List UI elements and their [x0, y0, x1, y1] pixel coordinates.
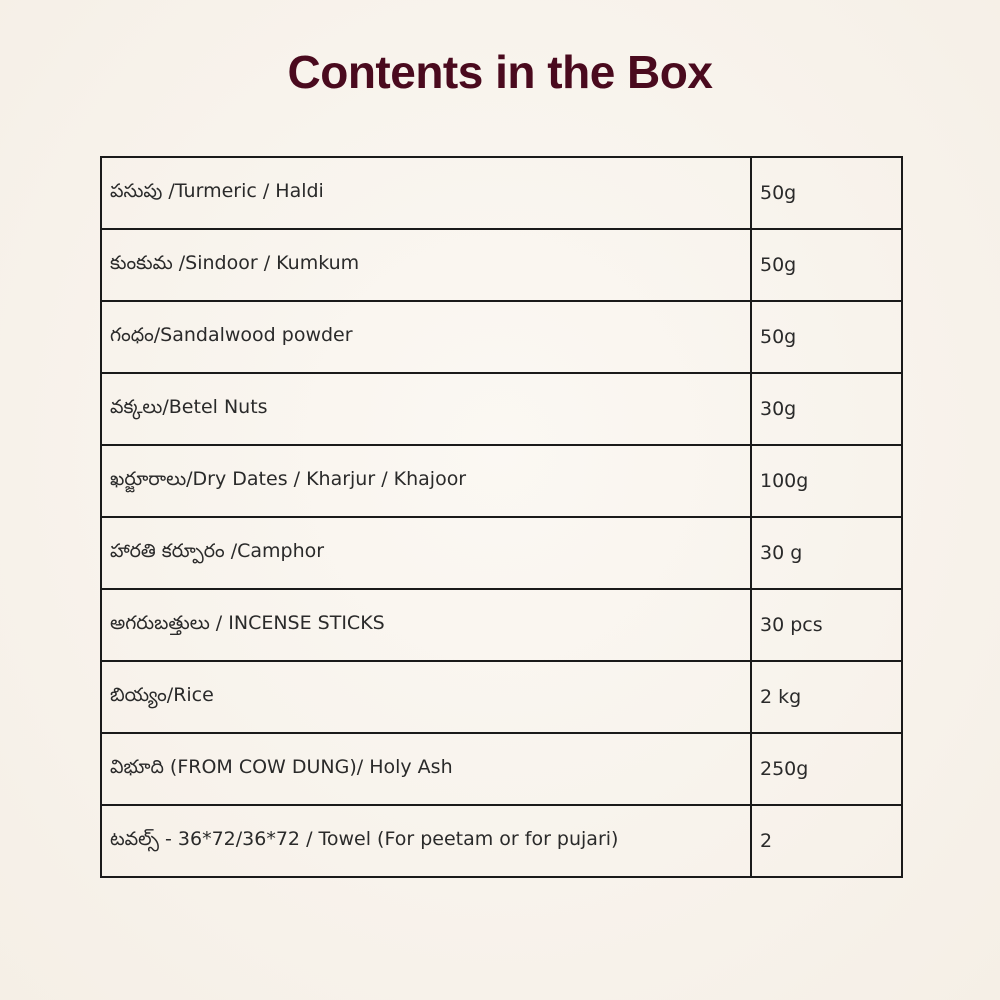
item-name: కుంకుమ /Sindoor / Kumkum	[101, 229, 751, 301]
table-row	[101, 517, 902, 589]
item-quantity: 50g	[751, 301, 902, 373]
item-quantity: 50g	[751, 157, 902, 229]
item-quantity: 30 g	[751, 517, 902, 589]
item-quantity: 2	[751, 805, 902, 877]
table-row	[101, 661, 902, 733]
item-name: అగరుబత్తులు / INCENSE STICKS	[101, 589, 751, 661]
item-quantity: 100g	[751, 445, 902, 517]
item-quantity: 30 pcs	[751, 589, 902, 661]
contents-table	[100, 156, 903, 878]
table-row	[101, 301, 902, 373]
item-name: ఖర్జూరాలు/Dry Dates / Kharjur / Khajoor	[101, 445, 751, 517]
item-quantity: 50g	[751, 229, 902, 301]
item-name: పసుపు /Turmeric / Haldi	[101, 157, 751, 229]
table-row	[101, 229, 902, 301]
table-row	[101, 157, 902, 229]
table-row	[101, 445, 902, 517]
item-name: వక్కలు/Betel Nuts	[101, 373, 751, 445]
item-quantity: 30g	[751, 373, 902, 445]
table-row	[101, 733, 902, 805]
item-name: టవల్స్ - 36*72/36*72 / Towel (For peetam or for pujari)	[101, 805, 751, 877]
item-name: బియ్యం/Rice	[101, 661, 751, 733]
table-row	[101, 805, 902, 877]
page-title: Contents in the Box	[287, 46, 713, 98]
item-quantity: 2 kg	[751, 661, 902, 733]
item-name: విభూది (FROM COW DUNG)/ Holy Ash	[101, 733, 751, 805]
table-row	[101, 589, 902, 661]
item-name: హారతి కర్పూరం /Camphor	[101, 517, 751, 589]
table-row	[101, 373, 902, 445]
item-name: గంధం/Sandalwood powder	[101, 301, 751, 373]
item-quantity: 250g	[751, 733, 902, 805]
